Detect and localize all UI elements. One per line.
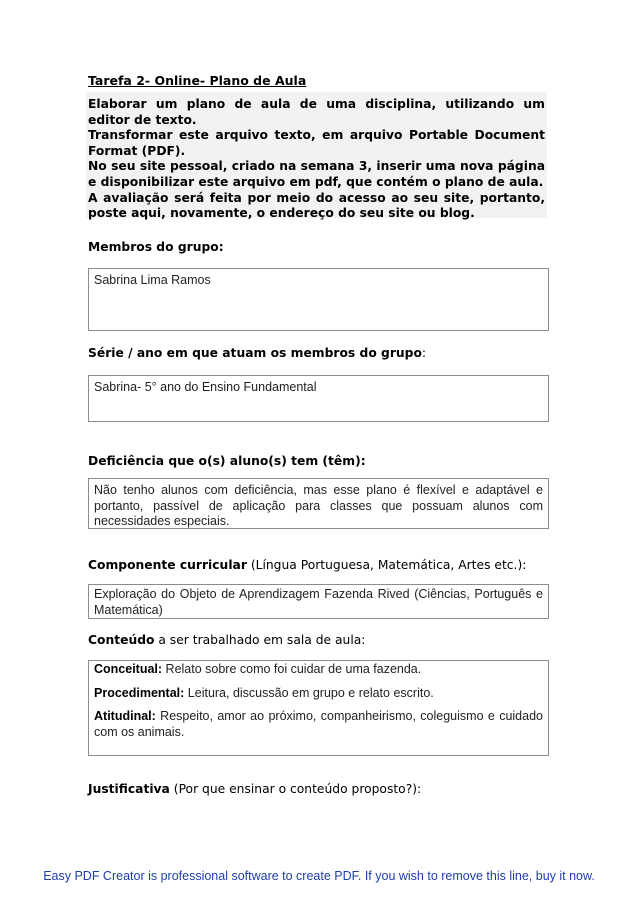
serie-label — [88, 346, 426, 360]
membros-value: Sabrina Lima Ramos — [94, 273, 211, 287]
task-title: Tarefa 2- Online- Plano de Aula — [88, 73, 307, 88]
deficiencia-box — [88, 478, 549, 529]
conteudo-text: Leitura, discussão em grupo e relato escrito. — [184, 685, 434, 700]
conteudo-box — [88, 660, 549, 756]
conteudo-term: Procedimental: — [94, 685, 185, 700]
task-paragraph: Transformar este arquivo texto, em arquivo Portable Document Format (PDF). — [88, 128, 545, 158]
componente-label-text: Componente curricular — [88, 558, 247, 572]
deficiencia-label: Deficiência que o(s) aluno(s) tem (têm): — [88, 454, 366, 468]
justificativa-label — [88, 782, 421, 796]
conteudo-text: Respeito, amor ao próximo, companheirismo, coleguismo e cuidado com os animais. — [94, 709, 543, 739]
componente-box — [88, 584, 549, 619]
membros-label: Membros do grupo: — [88, 240, 224, 254]
conteudo-term: Atitudinal: — [94, 709, 156, 724]
conteudo-term: Conceitual: — [94, 662, 163, 676]
justificativa-label-text: Justificativa — [88, 782, 170, 796]
conteudo-label — [88, 633, 365, 647]
task-paragraph: Elaborar um plano de aula de uma disciplina, utilizando um editor de texto. — [88, 97, 545, 127]
membros-box — [88, 268, 549, 331]
serie-box — [88, 375, 549, 422]
pdf-creator-footer: Easy PDF Creator is professional software to create PDF. If you wish to remove this line, buy it now. — [43, 869, 595, 883]
serie-label-suffix: : — [421, 346, 427, 360]
conteudo-text: Relato sobre como foi cuidar de uma fazenda. — [162, 662, 422, 676]
task-paragraph: No seu site pessoal, criado na semana 3, inserir uma nova página e disponibilizar este arquivo em pdf, que contém o plano de aula. — [88, 159, 545, 189]
justificativa-hint: (Por que ensinar o conteúdo proposto?): — [169, 782, 422, 796]
componente-label — [88, 558, 526, 572]
serie-label-text: Série / ano em que atuam os membros do grupo — [88, 346, 422, 360]
componente-value: Exploração do Objeto de Aprendizagem Fazenda Rived (Ciências, Português e Matemática) — [94, 587, 543, 617]
conteudo-item-atitudinal — [94, 709, 543, 740]
componente-hint: (Língua Portuguesa, Matemática, Artes etc.): — [246, 558, 527, 572]
conteudo-hint: a ser trabalhado em sala de aula: — [154, 633, 366, 647]
serie-value: Sabrina- 5° ano do Ensino Fundamental — [94, 380, 317, 394]
conteudo-item-conceitual — [94, 662, 543, 678]
deficiencia-value: Não tenho alunos com deficiência, mas esse plano é flexível e adaptável e portanto, passível de aplicação para classes que possuam alunos com necessidades especiais. — [94, 483, 543, 529]
conteudo-item-procedimental — [94, 686, 543, 702]
conteudo-label-text: Conteúdo — [88, 633, 155, 647]
task-paragraph: A avaliação será feita por meio do acesso ao seu site, portanto, poste aqui, novamente, o endereço do seu site ou blog. — [88, 190, 545, 221]
task-instructions — [88, 97, 545, 222]
